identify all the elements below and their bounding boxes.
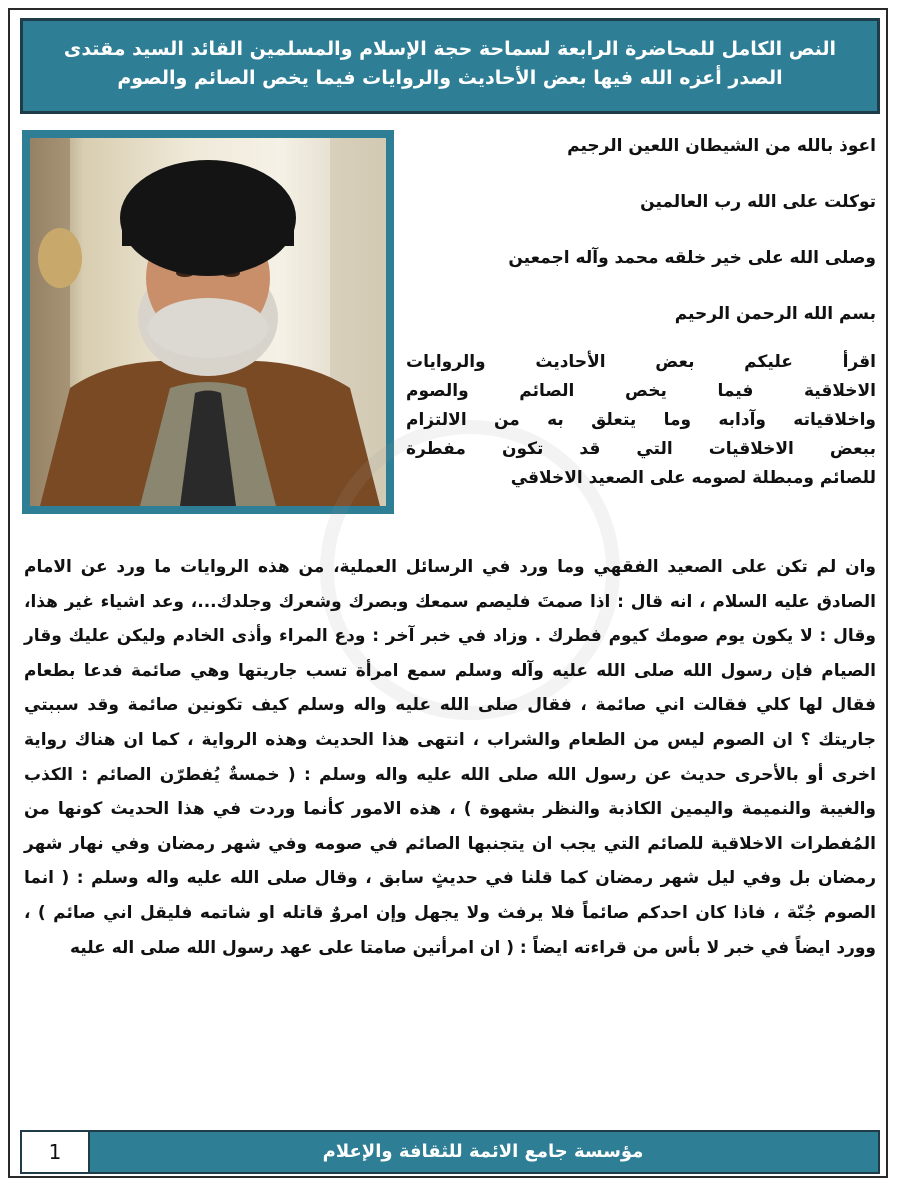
invocation-line: توكلت على الله رب العالمين (640, 192, 876, 212)
portrait-frame (22, 130, 394, 514)
intro-paragraph (406, 348, 876, 493)
paragraph-line: واخلاقياته وآدابه وما يتعلق به من الالتزام (406, 410, 876, 430)
page-title: النص الكامل للمحاضرة الرابعة لسماحة حجة الإسلام والمسلمين القائد السيد مقتدى الصدر أعزه الله فيها بعض الأحاديث والروايات فيما يخص الصائم والصوم (20, 18, 880, 114)
invocation-line: بسم الله الرحمن الرحيم (674, 304, 876, 324)
paragraph-line: ببعض الاخلاقيات التي قد تكون مفطرة (406, 439, 876, 459)
page-number: 1 (22, 1132, 90, 1172)
invocation-line: اعوذ بالله من الشيطان اللعين الرجيم (567, 136, 876, 156)
invocation-lines (406, 124, 876, 348)
paragraph-line: للصائم ومبطلة لصومه على الصعيد الاخلاقي (510, 468, 876, 488)
page-footer (20, 1130, 880, 1174)
paragraph-line: الاخلاقية فيما يخص الصائم والصوم (406, 381, 876, 401)
footer-organization: مؤسسة جامع الائمة للثقافة والإعلام (322, 1141, 644, 1162)
portrait-photo (30, 138, 386, 506)
paragraph-line: اقرأ عليكم بعض الأحاديث والروايات (406, 352, 876, 372)
invocation-line: وصلى الله على خير خلقه محمد وآله اجمعين (508, 248, 876, 268)
body-paragraph: وان لم تكن على الصعيد الفقهي وما ورد في الرسائل العملية، من هذه الروايات ما ورد عن الامام الصادق عليه السلام ، انه قال : اذا صمتَ فليصم سمعك وبصرك وشعرك وجلدك...، وعد اشياء غير هذا، وقال : لا يكون يوم صومك كيوم فطرك . وزاد في خبر آخر : ودع المراء وأذى الخادم وليكن عليك وقار الصيام فإن رسول الله صلى الله عليه وآله وسلم سمع امرأة تسب جاريتها وهي صائمة فدعا بطعام فقال لها كلي فقالت اني صائمة ، فقال صلى الله عليه واله وسلم كيف تكونين صائمة وقد سببتي جاريتك ؟ ان الصوم ليس من الطعام والشراب ، انتهى هذا الحديث وهذه الرواية ، كما ان هناك رواية اخرى أو بالأحرى حديث عن رسول الله صلى الله عليه واله وسلم : ( خمسةٌ يُفطرّن الصائم : الكذب والغيبة والنميمة واليمين الكاذبة والنظر بشهوة ) ، هذه الامور كأنما وردت في هذا الحديث كونها من المُفطرات الاخلاقية للصائم التي يجب ان يتجنبها الصائم في صومه وفي شهر رمضان وفي نهار شهر رمضان بل وفي ليل شهر رمضان كما قلنا في حديثٍ سابق ، وقال صلى الله عليه واله وسلم : ( انما الصوم جُنّة ، فاذا كان احدكم صائماً فلا يرفث ولا يجهل وإن امروٌ قاتله او شاتمه فليقل اني صائم ) ، وورد ايضاً في خبر لا بأس من قراءته ايضاً : ( ان امرأتين صامتا على عهد رسول الله صلى اله عليه (24, 557, 876, 958)
portrait-illustration (30, 138, 386, 506)
